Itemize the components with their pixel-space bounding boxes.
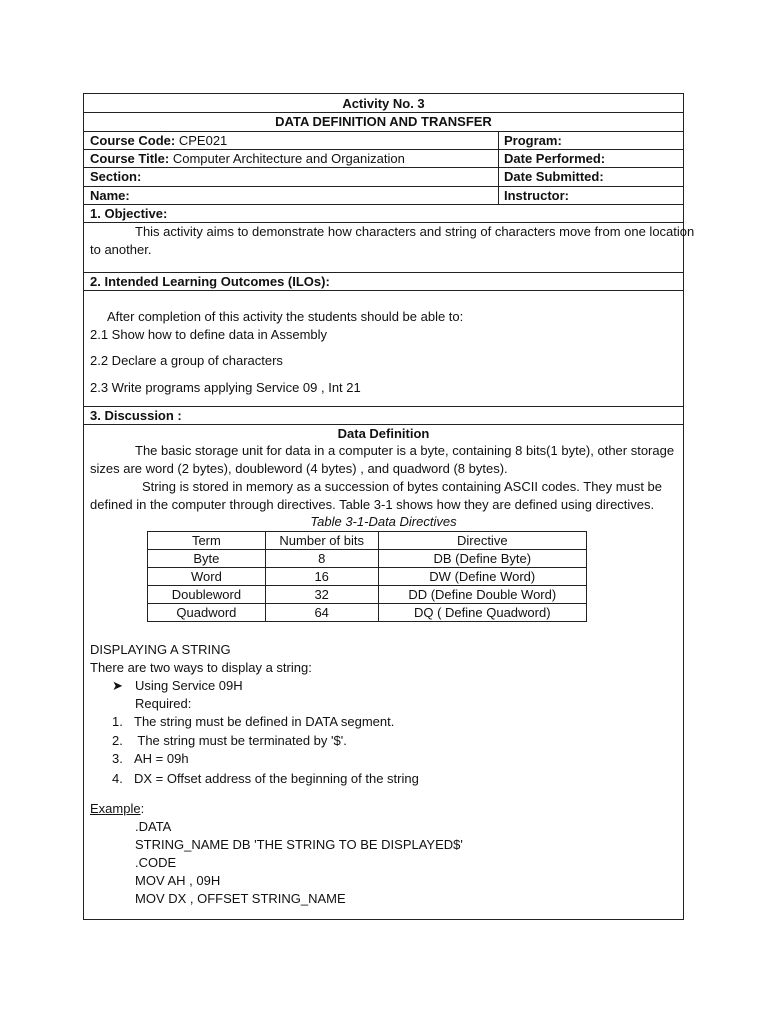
list-number: 1. — [112, 714, 123, 729]
required-label: Required: — [135, 696, 192, 711]
course-code-value: CPE021 — [178, 133, 228, 148]
objective-text-line: This activity aims to demonstrate how characters and string of characters move from one location — [135, 224, 695, 239]
list-text: The string must be defined in DATA segment. — [134, 714, 395, 729]
code-line: MOV AH , 09H — [135, 873, 221, 888]
list-number: 2. — [112, 733, 123, 748]
date-performed-label: Date Performed: — [504, 151, 606, 166]
list-text: DX = Offset address of the beginning of the string — [134, 771, 419, 786]
course-title-value: Computer Architecture and Organization — [172, 151, 405, 166]
activity-sheet — [83, 93, 695, 920]
table-cell: 16 — [265, 568, 378, 586]
table-cell: 32 — [265, 586, 378, 604]
table-row — [148, 568, 587, 586]
table-cell: DQ ( Define Quadword) — [378, 604, 586, 622]
bullet-text: Using Service 09H — [135, 678, 243, 693]
ilo-heading: 2. Intended Learning Outcomes (ILOs): — [90, 274, 330, 289]
activity-title: DATA DEFINITION AND TRANSFER — [275, 114, 492, 129]
list-item — [112, 750, 189, 768]
example-label: Example — [90, 801, 141, 816]
paragraph-line: The basic storage unit for data in a computer is a byte, containing 8 bits(1 byte), other storage — [135, 443, 675, 458]
table-cell: Byte — [148, 550, 266, 568]
displaying-string-heading: DISPLAYING A STRING — [90, 642, 231, 657]
objective-text-line: to another. — [90, 242, 152, 257]
bullet-item — [112, 677, 243, 695]
list-text: AH = 09h — [134, 751, 189, 766]
code-line: STRING_NAME DB 'THE STRING TO BE DISPLAYED$' — [135, 837, 463, 852]
program-label: Program: — [504, 133, 562, 148]
list-item — [112, 770, 419, 788]
table-cell: Doubleword — [148, 586, 266, 604]
discussion-heading: 3. Discussion : — [90, 408, 182, 423]
example-label-row — [90, 800, 144, 818]
ilo-item: 2.2 Declare a group of characters — [90, 353, 283, 368]
list-item — [112, 713, 394, 731]
list-number: 4. — [112, 771, 123, 786]
paragraph-line: String is stored in memory as a succession of bytes containing ASCII codes. They must be — [142, 479, 663, 494]
table-header-cell: Number of bits — [265, 532, 378, 550]
table-row — [148, 550, 587, 568]
instructor-label: Instructor: — [504, 188, 569, 203]
divider — [84, 204, 683, 205]
divider — [84, 186, 683, 187]
name-label: Name: — [90, 188, 130, 203]
table-cell: DW (Define Word) — [378, 568, 586, 586]
activity-number: Activity No. 3 — [342, 96, 425, 111]
ilo-item: 2.1 Show how to define data in Assembly — [90, 327, 328, 342]
objective-heading: 1. Objective: — [90, 206, 168, 221]
code-line: MOV DX , OFFSET STRING_NAME — [135, 891, 346, 906]
table-row — [148, 604, 587, 622]
example-colon: : — [140, 801, 145, 816]
code-line: .DATA — [135, 819, 172, 834]
table-cell: 64 — [265, 604, 378, 622]
course-code-label: Course Code: — [90, 133, 176, 148]
list-number: 3. — [112, 751, 123, 766]
table-cell: Word — [148, 568, 266, 586]
section-label: Section: — [90, 169, 142, 184]
date-submitted-label: Date Submitted: — [504, 169, 604, 184]
table-caption: Table 3-1-Data Directives — [310, 514, 457, 529]
arrow-bullet-icon: ➤ — [112, 678, 123, 693]
paragraph-line: defined in the computer through directives. Table 3-1 shows how they are defined using directives. — [90, 497, 655, 512]
ilo-item: 2.3 Write programs applying Service 09 , Int 21 — [90, 380, 361, 395]
display-intro: There are two ways to display a string: — [90, 660, 312, 675]
column-divider — [498, 131, 499, 204]
table-cell: DB (Define Byte) — [378, 550, 586, 568]
course-title-label: Course Title: — [90, 151, 170, 166]
table-header-cell: Term — [148, 532, 266, 550]
table-header-row — [148, 532, 587, 550]
paragraph-line: sizes are word (2 bytes), doubleword (4 bytes) , and quadword (8 bytes). — [90, 461, 508, 476]
table-cell: 8 — [265, 550, 378, 568]
code-line: .CODE — [135, 855, 177, 870]
list-item — [112, 732, 347, 750]
table-row — [148, 586, 587, 604]
table-cell: DD (Define Double Word) — [378, 586, 586, 604]
table-header-cell: Directive — [378, 532, 586, 550]
data-definition-heading: Data Definition — [337, 426, 430, 441]
table-cell: Quadword — [148, 604, 266, 622]
data-directives-table — [147, 531, 587, 622]
list-text: The string must be terminated by '$'. — [134, 733, 347, 748]
ilo-intro: After completion of this activity the students should be able to: — [107, 309, 464, 324]
course-title-row — [90, 150, 405, 168]
course-code-row — [90, 132, 227, 150]
